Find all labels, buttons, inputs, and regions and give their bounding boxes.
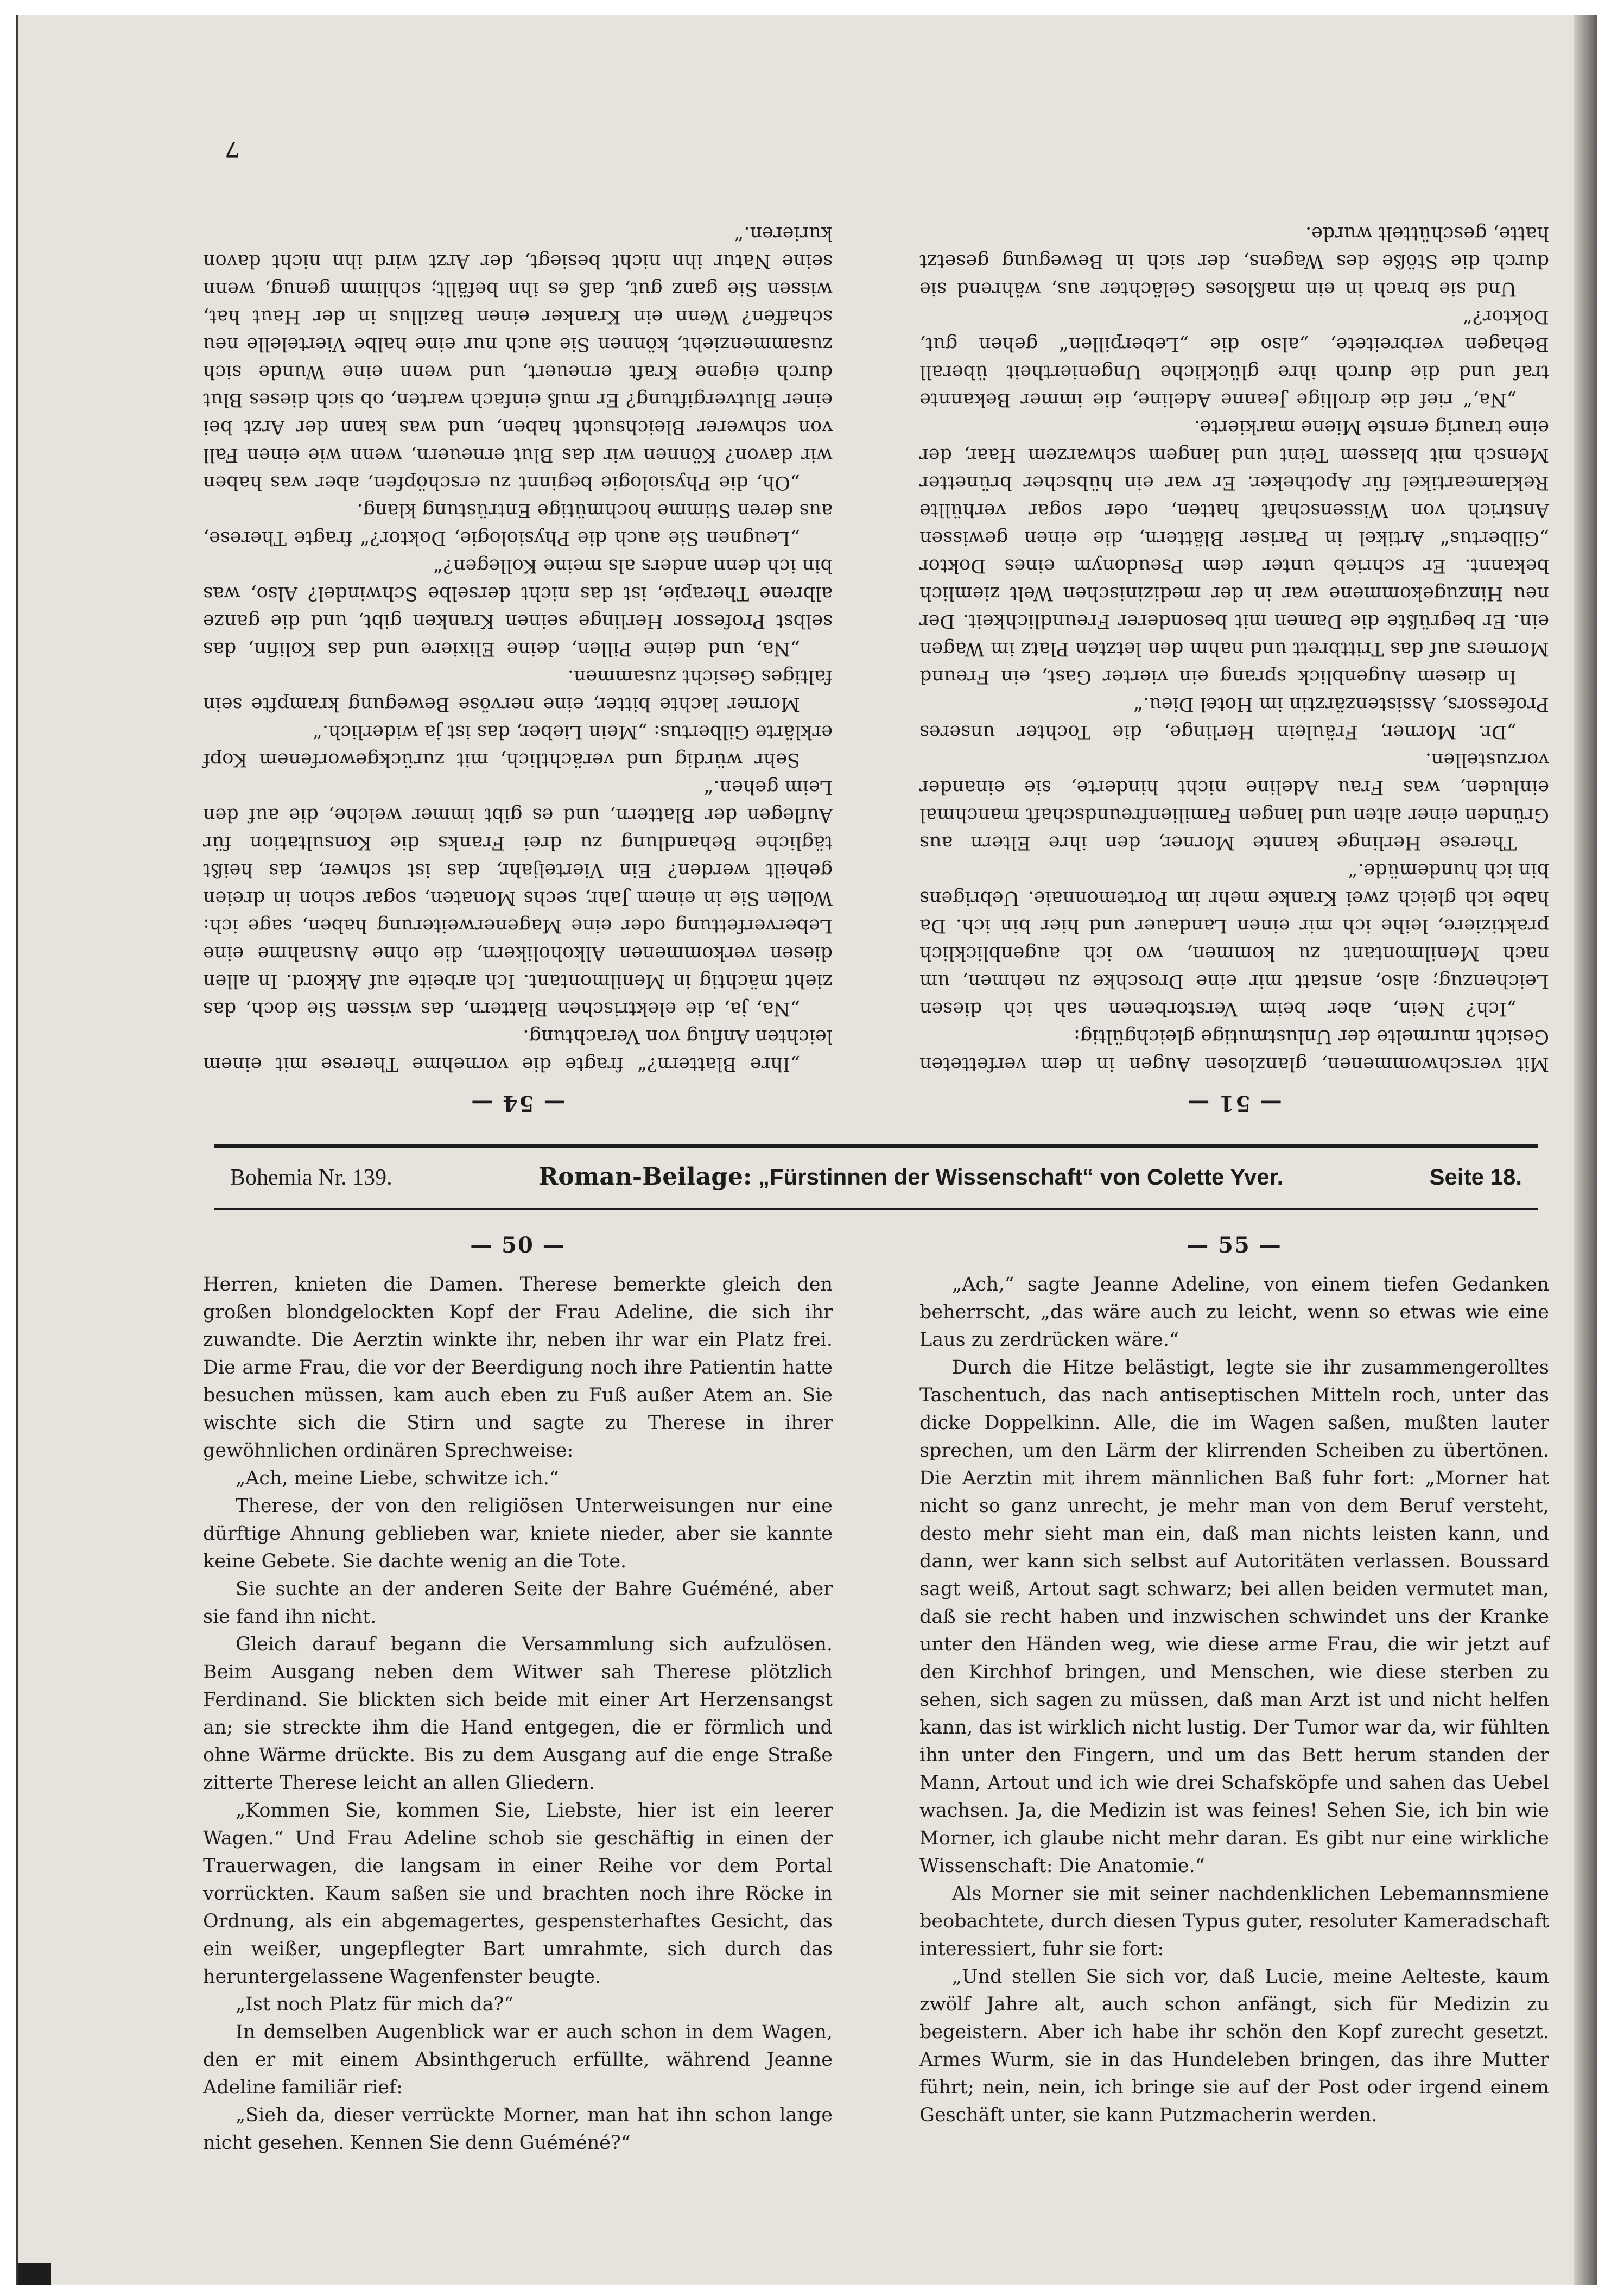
issue-label: Bohemia Nr. 139. [230,1165,392,1190]
page-number: — 51 — [1187,1091,1282,1116]
header-rule-bottom [214,1208,1538,1210]
paragraph: „Ach, meine Liebe, schwitze ich.“ [236,1468,559,1489]
header-line [230,1163,1522,1191]
paragraph: „Ach,“ sagte Jeanne Adeline, von einem tiefen Gedanken beherrscht, „das wäre auch zu leicht, wenn so etwas wie eine Laus zu zerdrücken wäre.“ [919,1274,1549,1351]
paragraph: „Ich? Nein, aber beim Verstorbenen sah ich diesen Leichenzug; also, anstatt mir eine Droschke zu nehmen, um nach Menilmontant zu kommen, wo ich augenblicklich praktiziere, leihe ich mir einen Landauer und hier bin ich. Da habe ich gleich zwei Kranke mehr im Portemonnaie. Uebrigens bin ich hundemüde.“ [919,859,1549,1020]
page-number: — 50 — [470,1232,566,1258]
running-header [214,1144,1538,1210]
page-number: — 55 — [1187,1232,1282,1258]
newspaper-sheet [16,15,1597,2285]
paragraph: „Leugnen Sie auch die Physiologie, Doktor?“ fragte Therese, aus deren Stimme hochmütige Entrüstung klang. [203,499,833,549]
paragraph: „Sieh da, dieser verrückte Morner, man hat ihn schon lange nicht gesehen. Kennen Sie denn Guéméné?“ [203,2104,833,2154]
paragraph: „Dr. Morner, Fräulein Herlinge, die Tochter unseres Professors, Assistenzärztin im Hotel Dieu.“ [919,693,1549,743]
paragraph: „Ihre Blattern?“ fragte die vornehme Therese mit einem leichten Anflug von Verachtung. [203,1026,833,1075]
upright-pages [203,1231,1549,2241]
page-label: Seite 18. [1429,1164,1522,1190]
section-label: Roman-Beilage: [538,1163,752,1191]
paragraph: Therese Herlinge kannte Morner, den ihre Eltern aus Gründen einer alten und langen Familienfreundschaft manchmal einluden, was Frau Adeline nicht hinderte, sie einander vorzustellen. [919,749,1549,853]
paragraph: In diesem Augenblick sprang ein vierter Gast, ein Freund Morners auf das Trittbrett und nahm den letzten Platz im Wagen ein. Er begrüßte die Damen mit besonderer Freundlichkeit. Der neu Hinzugekommene war in der medizinischen Welt ziemlich bekannt. Er schrieb unter dem Pseudonym eines Doktor „Gilbertus“ Artikel in Pariser Blättern, die einen gewissen Anstrich von Wissenschaft hatten, oder sogar verhüllte Reklameartikel für Apotheker. Er war ein hübscher brünetter Mensch mit blassem Teint und langem schwarzem Haar, der eine traurig ernste Miene markierte. [919,416,1549,687]
paragraph: „Oh, die Physiologie beginnt zu erschöpfen, aber was haben wir davon? Können wir das Blut erneuern, wenn wie einen Fall von schwerer Bleichsucht haben, und was kann der Arzt bei einer Blutvergiftung? Er muß einfach warten, ob sich dieses Blut durch eigene Kraft erneuert, und wenn eine Wunde sich zusammenzieht, können Sie auch nur eine halbe Viertelelle neu schaffen? Wenn ein Kranker einen Bazillus in der Haut hat, wissen Sie ganz gut, daß es ihn befällt; schlimm genug, wenn seine Natur ihn nicht besiegt, der Arzt wird ihn nicht davon kurieren.“ [203,223,833,494]
paragraph: Sehr würdig und verächtlich, mit zurückgeworfenem Kopf erklärte Gilbertus: „Mein Lieber, das ist ja widerlich.“ [203,721,833,770]
paragraph: „Ist noch Platz für mich da?“ [236,1994,514,2015]
paragraph: Durch die Hitze belästigt, legte sie ihr zusammengerolltes Taschentuch, das nach antiseptischen Mitteln roch, unter das dicke Doppelkinn. Alle, die im Wagen saßen, mußten lauter sprechen, um den Lärm der klirrenden Scheiben zu übertönen. Die Aerztin mit ihrem männlichen Baß fuhr fort: „Morner hat nicht so ganz unrecht, je mehr man von dem Beruf versteht, desto mehr sieht man ein, daß man nichts leisten kann, und dann, wer kann sich selbst auf Autoritäten verlassen. Boussard sagt weiß, Artout sagt schwarz; bei allen beiden vermutet man, daß sie recht haben und inzwischen schwindet uns der Kranke unter den Händen weg, wie diese arme Frau, die wir jetzt auf den Kirchhof bringen, und Menschen, wie diese sterben zu sehen, sich sagen zu müssen, daß man Arzt ist und nicht helfen kann, das ist wirklich nicht lustig. Der Tumor war da, wir fühlten ihn unter den Fingern, und um das Bett herum standen der Mann, Artout und ich wie drei Schafsköpfe und sahen das Uebel wachsen. Ja, die Medizin ist was feines! Sehen Sie, ich bin wie Morner, ich glaube nicht mehr daran. Es gibt nur eine wirkliche Wissenschaft: Die Anatomie.“ [919,1357,1549,1877]
paragraph: „Und stellen Sie sich vor, daß Lucie, meine Aelteste, kaum zwölf Jahre alt, auch schon anfängt, sich für Medizin zu begeistern. Aber ich habe ihr schön den Kopf zurecht gesetzt. Armes Wurm, sie in das Hundeleben bringen, das ihre Mutter führt; nein, nein, ich bringe sie auf der Post oder irgend einem Geschäft unter, sie kann Putzmacherin werden. [919,1966,1549,2126]
paragraph: Herren, knieten die Damen. Therese bemerkte gleich den großen blondgelockten Kopf der Frau Adeline, die sich ihr zuwandte. Die Aerztin winkte ihr, neben ihr war ein Platz frei. Die arme Frau, die vor der Beerdigung noch ihre Patientin hatte besuchen müssen, kam auch eben zu Fuß außer Atem an. Sie wischte sich die Stirn und sagte zu Therese in ihrer gewöhnlichen ordinären Sprechweise: [203,1274,833,1462]
paragraph: Sie suchte an der anderen Seite der Bahre Guéméné, aber sie fand ihn nicht. [203,1578,833,1628]
upright-left-column [203,1231,833,2241]
paragraph: Als Morner sie mit seiner nachdenklichen Lebemannsmiene beobachtete, durch diesen Typus guter, resoluter Kameradschaft interessiert, fuhr sie fort: [919,1883,1549,1960]
paragraph: Und sie brach in ein maßloses Gelächter aus, während sie durch die Stöße des Wagens, der sich in Bewegung gesetzt hatte, geschüttelt wurde. [919,223,1549,300]
paragraph: In demselben Augenblick war er auch schon in dem Wagen, den er mit einem Absinthgeruch erfüllte, während Jeanne Adeline familiär rief: [203,2021,833,2098]
paragraph: „Na,“ rief die drollige Jeanne Adeline, die immer Bekannte traf und die durch ihre glückliche Ungeniertheit überall Behagen verbreitete, „also die „Leberpillen“ gehen gut, Doktor?“ [919,306,1549,410]
paragraph: Therese, der von den religiösen Unterweisungen nur eine dürftige Ahnung geblieben war, kniete nieder, aber sie kannte keine Gebete. Sie dachte wenig an die Tote. [203,1495,833,1572]
novel-title: „Fürstinnen der Wissenschaft“ von Colette Yver. [758,1164,1284,1190]
upside-down-right-column [203,102,833,1117]
upside-down-pages [203,102,1549,1117]
paragraph: Morner lachte bitter, eine nervöse Bewegung krampfte sein faltiges Gesicht zusammen. [203,666,833,715]
paragraph: „Na, ja, die elektrischen Blattern, das wissen Sie doch, das zieht mächtig in Menilmontant. Ich arbeite auf Akkord. In allen diesen verkommenen Alkoholikern, die ohne Ausnahme eine Leberverfettung oder eine Magenerweiterung haben, sage ich: Wollen Sie in einem Jahr, sechs Monaten, sogar schon in dreien geheilt werden? Ein Vierteljahr, das ist schwer, das heißt tägliche Behandlung zu drei Franks die Konsultation für Auflegen der Blattern, und es gibt immer welche, die auf den Leim gehen.“ [203,776,833,1020]
paragraph: „Kommen Sie, kommen Sie, Liebste, hier ist ein leerer Wagen.“ Und Frau Adeline schob sie geschäftig in einen der Trauerwagen, die langsam in einer Reihe vor dem Portal vorrückten. Kaum saßen sie und brachten noch ihre Röcke in Ordnung, als ein abgemagertes, gespensterhaftes Gesicht, das ein weißer, ungepflegter Bart umrahmte, sich durch das heruntergelassene Wagenfenster beugte. [203,1800,833,1988]
supplement-title [538,1163,1283,1191]
scan-corner-shadow [18,2263,51,2285]
paragraph: Mit verschwommenen, glanzlosen Augen in dem verfetteten Gesicht murmelte der Unlustmutige gleichgültig: [919,1026,1549,1075]
page-number: — 54 — [470,1091,566,1116]
paragraph: Gleich darauf begann die Versammlung sich aufzulösen. Beim Ausgang neben dem Witwer sah Therese plötzlich Ferdinand. Sie blickten sich beide mit einer Art Herzensangst an; sie streckte ihm die Hand entgegen, die er förmlich und ohne Wärme drückte. Bis zu dem Ausgang auf die enge Straße zitterte Therese leicht an allen Gliedern. [203,1634,833,1794]
upright-right-column [919,1231,1549,2241]
header-rule-top [214,1144,1538,1148]
paragraph: „Na, und deine Pillen, deine Elixiere und das Kolifin, das selbst Professor Herlinge seinen Kranken gibt, und die ganze albrene Therapie, ist das nicht derselbe Schwindel? Also, was bin ich denn anders als meine Kollegen?“ [203,555,833,660]
binding-spine [1574,15,1597,2285]
upside-down-left-column [919,102,1549,1117]
corner-page-number: 7 [225,136,240,162]
